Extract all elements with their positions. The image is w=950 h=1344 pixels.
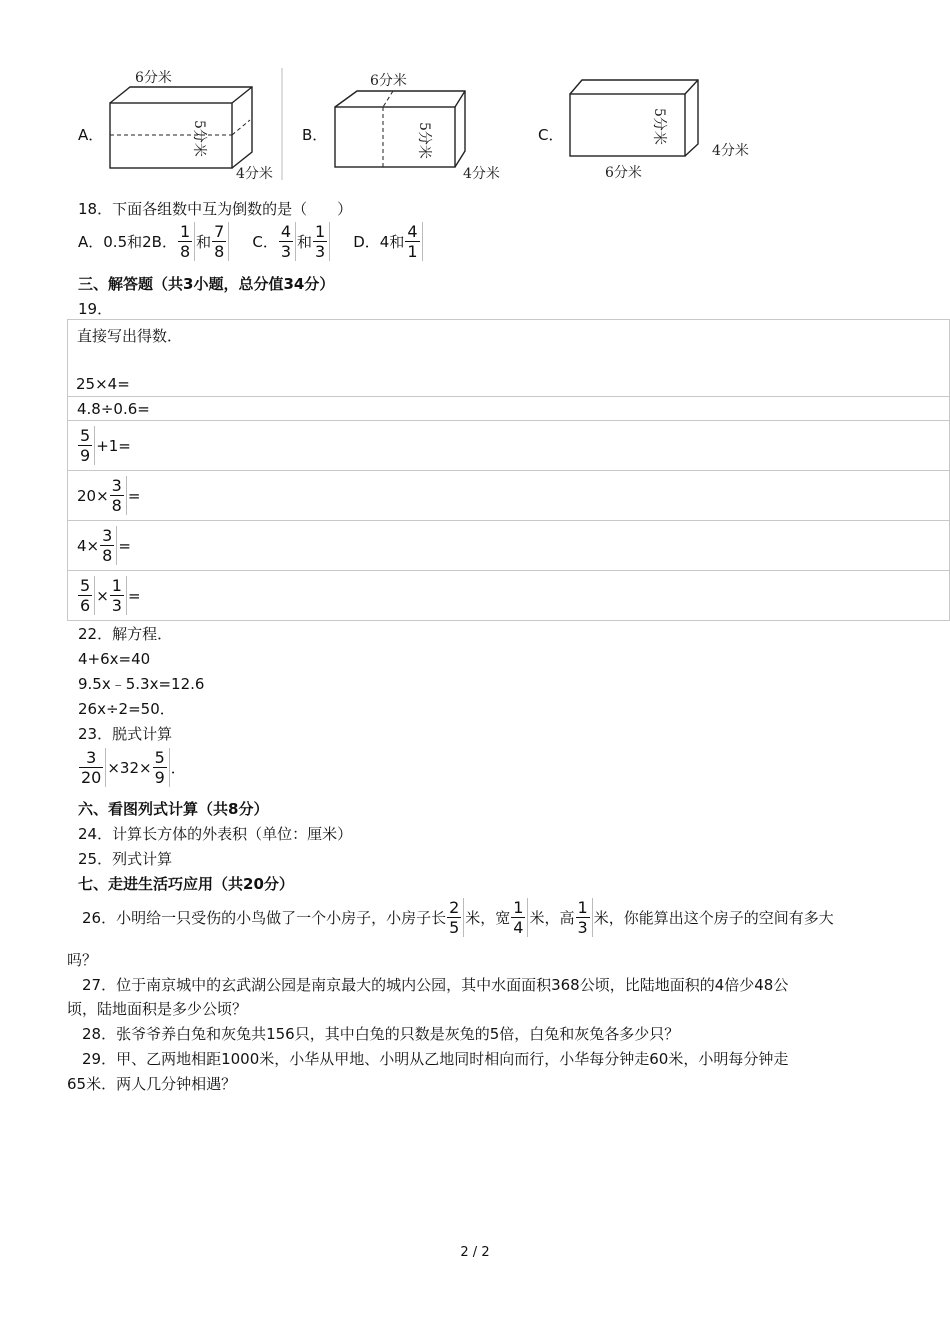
option-b-label: B． <box>302 126 328 144</box>
dim-bottom-c: 6分米 <box>605 165 642 181</box>
fraction: $\frac{3}{8}$ <box>100 526 117 565</box>
page-number: 2 / 2 <box>460 1245 490 1260</box>
q18-options <box>78 222 424 261</box>
cuboid-figure-b <box>325 60 515 190</box>
fraction: $\frac{1}{4}$ <box>511 898 528 937</box>
fraction: $\frac{4}{1}$ <box>405 222 422 261</box>
q23-expression: $\frac{3}{20}$ ×32× $\frac{5}{9}$ ． <box>81 748 186 787</box>
q25-text: 25．列式计算 <box>78 850 173 868</box>
table-row <box>68 471 950 521</box>
q22-stem: 22．解方程． <box>78 625 173 643</box>
q26-line-2: 吗？ <box>67 951 98 969</box>
calc-item: 20× $\frac{3}{8}$ = <box>77 476 141 515</box>
fraction: $\frac{2}{5}$ <box>447 898 464 937</box>
section-7-heading: 七、走进生活巧应用（共20分） <box>78 875 294 893</box>
dim-top-b: 6分米 <box>370 73 407 89</box>
q18-option-d-prefix: D．4和 <box>353 232 405 251</box>
q19-number: 19． <box>78 300 113 318</box>
calc-item: 4.8÷0.6= <box>68 397 950 421</box>
dim-top-a: 6分米 <box>135 70 172 86</box>
q29-line-2: 65米．两人几分钟相遇？ <box>67 1075 237 1093</box>
and-text: 和 <box>297 232 313 251</box>
fraction: $\frac{3}{20}$ <box>79 748 106 787</box>
dim-side-b: 5分米 <box>416 122 432 159</box>
q26-line-1: 26．小明给一只受伤的小鸟做了一个小房子，小房子长 $\frac{2}{5}$ 米，宽 $\frac{1}{4}$ 米，高 $\frac{1}{3}$ 米，你能算出这个房子的空间有多大 <box>82 898 834 937</box>
q27-line-1: 27．位于南京城中的玄武湖公园是南京最大的城内公园，其中水面面积368公顷，比陆地面积的4倍少48公 <box>82 976 789 994</box>
fraction: $\frac{7}{8}$ <box>212 222 229 261</box>
fraction: $\frac{5}{9}$ <box>78 426 95 465</box>
q19-intro: 直接写出得数． <box>77 327 183 345</box>
q18-stem: 18．下面各组数中互为倒数的是（ ） <box>78 200 353 218</box>
q22-equation-2: 9.5x﹣5.3x=12.6 <box>78 675 205 693</box>
q18-option-b-prefix: B． <box>151 232 177 251</box>
cuboid-figure-a <box>100 60 290 190</box>
dim-bottom-b: 4分米 <box>463 166 500 182</box>
fraction: $\frac{1}{3}$ <box>110 576 127 615</box>
fraction: $\frac{1}{3}$ <box>576 898 593 937</box>
fraction: $\frac{3}{8}$ <box>110 476 127 515</box>
and-text: 和 <box>196 232 212 251</box>
fraction: $\frac{5}{6}$ <box>78 576 95 615</box>
q19-calc-table <box>67 319 950 621</box>
q28-text: 28．张爷爷养白兔和灰兔共156只，其中白兔的只数是灰兔的5倍，白兔和灰兔各多少只？ <box>82 1025 680 1043</box>
table-row <box>68 571 950 621</box>
q22-equation-3: 26x÷2=50． <box>78 700 175 718</box>
q29-line-1: 29．甲、乙两地相距1000米，小华从甲地、小明从乙地同时相向而行，小华每分钟走60米，小明每分钟走 <box>82 1050 789 1068</box>
dim-side-c: 5分米 <box>651 108 667 145</box>
fraction: $\frac{5}{9}$ <box>153 748 170 787</box>
dim-side-a: 5分米 <box>191 120 207 157</box>
option-c-label: C． <box>538 126 564 144</box>
q27-line-2: 顷，陆地面积是多少公顷？ <box>67 1000 248 1018</box>
q22-equation-1: 4+6x=40 <box>78 650 151 668</box>
fraction: $\frac{4}{3}$ <box>279 222 296 261</box>
cuboid-figure-c <box>560 60 760 190</box>
fraction: $\frac{1}{8}$ <box>178 222 195 261</box>
calc-item: 4× $\frac{3}{8}$ = <box>77 526 131 565</box>
table-row <box>68 521 950 571</box>
dim-right-c: 4分米 <box>712 143 749 159</box>
section-3-heading: 三、解答题（共3小题，总分值34分） <box>78 275 335 293</box>
calc-item: $\frac{5}{9}$ +1= <box>80 426 131 465</box>
table-row <box>68 421 950 471</box>
table-row <box>68 320 950 397</box>
section-6-heading: 六、看图列式计算（共8分） <box>78 800 269 818</box>
table-row <box>68 397 950 421</box>
calc-item: $\frac{5}{6}$ × $\frac{1}{3}$ = <box>80 576 141 615</box>
q23-stem: 23．脱式计算 <box>78 725 173 743</box>
q18-option-c-prefix: C． <box>252 232 278 251</box>
calc-item: 25×4= <box>76 375 130 393</box>
fraction: $\frac{1}{3}$ <box>313 222 330 261</box>
q18-option-a: A．0.5和2 <box>78 232 152 251</box>
option-a-label: A． <box>78 126 104 144</box>
dim-bottom-a: 4分米 <box>236 166 273 182</box>
q24-text: 24．计算长方体的外表积（单位：厘米） <box>78 825 353 843</box>
